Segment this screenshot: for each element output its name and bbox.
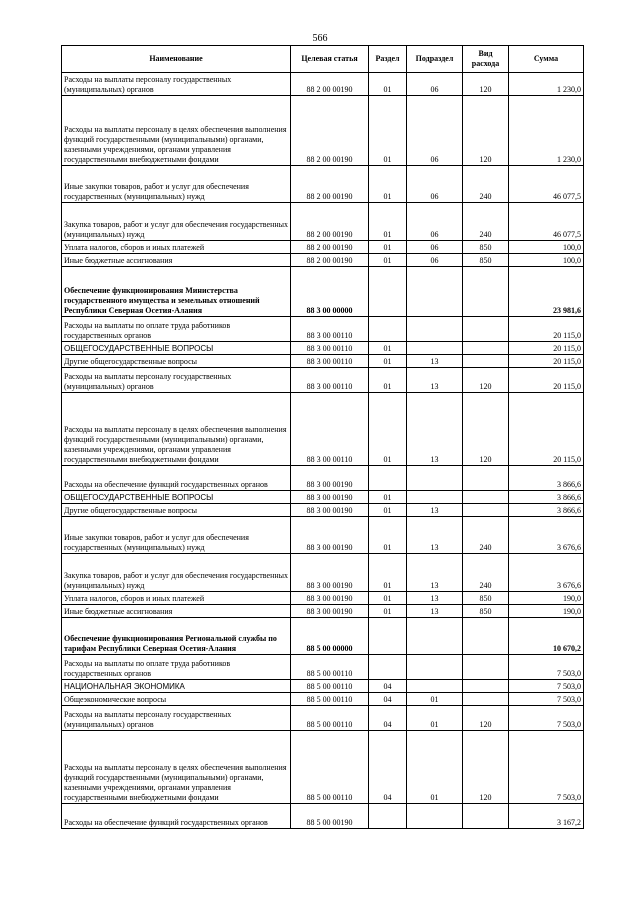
cell-section: 01 <box>369 605 407 618</box>
cell-expense-type: 850 <box>463 254 509 267</box>
cell-subsection: 13 <box>407 605 463 618</box>
cell-name: Расходы на выплаты по оплате труда работников государственных органов <box>62 317 291 342</box>
cell-expense-type: 240 <box>463 517 509 554</box>
table-body <box>62 73 584 829</box>
table-row <box>62 355 584 368</box>
cell-target-article: 88 3 00 00190 <box>291 605 369 618</box>
cell-subsection: 01 <box>407 731 463 804</box>
cell-section: 01 <box>369 517 407 554</box>
cell-expense-type: 850 <box>463 241 509 254</box>
cell-subsection: 13 <box>407 592 463 605</box>
cell-section <box>369 655 407 680</box>
table-row <box>62 706 584 731</box>
cell-section: 04 <box>369 693 407 706</box>
cell-expense-type <box>463 267 509 317</box>
cell-name: Расходы на выплаты персоналу в целях обеспечения выполнения функций государственными (муниципальными) органами, казенными учреждениями, органами управления государственными внебюджетными фондами <box>62 731 291 804</box>
cell-sum: 100,0 <box>509 241 584 254</box>
cell-expense-type: 120 <box>463 706 509 731</box>
cell-subsection <box>407 655 463 680</box>
cell-expense-type: 120 <box>463 96 509 166</box>
cell-section: 01 <box>369 592 407 605</box>
cell-name: Закупка товаров, работ и услуг для обеспечения государственных (муниципальных) нужд <box>62 203 291 241</box>
table-row <box>62 504 584 517</box>
cell-section: 01 <box>369 203 407 241</box>
cell-expense-type: 850 <box>463 605 509 618</box>
cell-subsection: 13 <box>407 517 463 554</box>
cell-target-article: 88 3 00 00190 <box>291 491 369 504</box>
cell-target-article: 88 5 00 00110 <box>291 706 369 731</box>
cell-sum: 7 503,0 <box>509 731 584 804</box>
cell-name: Расходы на выплаты персоналу в целях обеспечения выполнения функций государственными (муниципальными) органами, казенными учреждениями, органами управления государственными внебюджетными фондами <box>62 96 291 166</box>
table-row <box>62 655 584 680</box>
cell-subsection: 01 <box>407 693 463 706</box>
cell-subsection: 06 <box>407 166 463 203</box>
cell-name: Обеспечение функционирования Региональной службы по тарифам Республики Северная Осетия-Алания <box>62 618 291 655</box>
cell-sum: 1 230,0 <box>509 73 584 96</box>
cell-name: ОБЩЕГОСУДАРСТВЕННЫЕ ВОПРОСЫ <box>62 491 291 504</box>
cell-target-article: 88 2 00 00190 <box>291 96 369 166</box>
table-row <box>62 393 584 466</box>
cell-section: 04 <box>369 680 407 693</box>
cell-target-article: 88 3 00 00190 <box>291 466 369 491</box>
cell-name: Расходы на выплаты персоналу в целях обеспечения выполнения функций государственными (муниципальными) органами, казенными учреждениями, органами управления государственными внебюджетными фондами <box>62 393 291 466</box>
cell-section: 01 <box>369 393 407 466</box>
cell-section <box>369 618 407 655</box>
cell-name: НАЦИОНАЛЬНАЯ ЭКОНОМИКА <box>62 680 291 693</box>
cell-subsection: 01 <box>407 706 463 731</box>
cell-expense-type: 120 <box>463 368 509 393</box>
cell-expense-type: 120 <box>463 731 509 804</box>
cell-sum: 3 676,6 <box>509 517 584 554</box>
cell-section: 01 <box>369 241 407 254</box>
cell-expense-type <box>463 491 509 504</box>
cell-expense-type <box>463 693 509 706</box>
table-row <box>62 342 584 355</box>
cell-name: Иные бюджетные ассигнования <box>62 254 291 267</box>
cell-name: Другие общегосударственные вопросы <box>62 504 291 517</box>
cell-subsection <box>407 680 463 693</box>
table-row <box>62 592 584 605</box>
cell-target-article: 88 5 00 00110 <box>291 680 369 693</box>
cell-subsection: 13 <box>407 368 463 393</box>
cell-target-article: 88 3 00 00190 <box>291 504 369 517</box>
cell-name: Расходы на выплаты персоналу государственных (муниципальных) органов <box>62 368 291 393</box>
cell-name: Уплата налогов, сборов и иных платежей <box>62 592 291 605</box>
cell-target-article: 88 2 00 00190 <box>291 254 369 267</box>
cell-section <box>369 804 407 829</box>
cell-sum: 7 503,0 <box>509 706 584 731</box>
cell-target-article: 88 2 00 00190 <box>291 241 369 254</box>
table-row <box>62 804 584 829</box>
cell-target-article: 88 3 00 00190 <box>291 517 369 554</box>
cell-expense-type <box>463 504 509 517</box>
cell-expense-type: 850 <box>463 592 509 605</box>
cell-expense-type <box>463 618 509 655</box>
cell-subsection: 06 <box>407 241 463 254</box>
cell-name: Расходы на выплаты персоналу государственных (муниципальных) органов <box>62 706 291 731</box>
cell-name: Расходы на обеспечение функций государственных органов <box>62 466 291 491</box>
cell-section: 01 <box>369 355 407 368</box>
cell-section: 01 <box>369 166 407 203</box>
table-row <box>62 618 584 655</box>
cell-expense-type: 240 <box>463 554 509 592</box>
cell-target-article: 88 3 00 00190 <box>291 554 369 592</box>
cell-subsection: 13 <box>407 554 463 592</box>
cell-sum: 3 167,2 <box>509 804 584 829</box>
cell-expense-type: 120 <box>463 393 509 466</box>
cell-name: Уплата налогов, сборов и иных платежей <box>62 241 291 254</box>
cell-expense-type <box>463 466 509 491</box>
cell-sum: 1 230,0 <box>509 96 584 166</box>
cell-section: 01 <box>369 342 407 355</box>
cell-subsection <box>407 267 463 317</box>
cell-sum: 7 503,0 <box>509 693 584 706</box>
page-number: 566 <box>312 33 328 44</box>
cell-expense-type <box>463 317 509 342</box>
table-row <box>62 693 584 706</box>
column-header-name: Наименование <box>62 46 291 73</box>
cell-sum: 100,0 <box>509 254 584 267</box>
table-row <box>62 680 584 693</box>
cell-target-article: 88 3 00 00110 <box>291 355 369 368</box>
table-row <box>62 73 584 96</box>
cell-sum: 3 866,6 <box>509 466 584 491</box>
cell-subsection <box>407 342 463 355</box>
cell-subsection <box>407 317 463 342</box>
cell-section: 01 <box>369 554 407 592</box>
cell-name: Иные закупки товаров, работ и услуг для обеспечения государственных (муниципальных) нужд <box>62 517 291 554</box>
cell-sum: 46 077,5 <box>509 203 584 241</box>
cell-subsection: 13 <box>407 393 463 466</box>
table-row <box>62 241 584 254</box>
cell-expense-type: 120 <box>463 73 509 96</box>
cell-target-article: 88 5 00 00110 <box>291 731 369 804</box>
cell-target-article: 88 5 00 00190 <box>291 804 369 829</box>
cell-subsection: 06 <box>407 203 463 241</box>
cell-expense-type <box>463 342 509 355</box>
cell-subsection <box>407 466 463 491</box>
budget-table <box>61 45 584 829</box>
cell-subsection: 06 <box>407 254 463 267</box>
cell-section <box>369 317 407 342</box>
cell-subsection <box>407 491 463 504</box>
cell-sum: 7 503,0 <box>509 655 584 680</box>
table-row <box>62 254 584 267</box>
cell-target-article: 88 3 00 00000 <box>291 267 369 317</box>
table-header-row <box>62 46 584 73</box>
table-row <box>62 491 584 504</box>
table-row <box>62 368 584 393</box>
cell-sum: 3 676,6 <box>509 554 584 592</box>
cell-sum: 3 866,6 <box>509 491 584 504</box>
cell-target-article: 88 2 00 00190 <box>291 166 369 203</box>
cell-target-article: 88 2 00 00190 <box>291 203 369 241</box>
cell-name: ОБЩЕГОСУДАРСТВЕННЫЕ ВОПРОСЫ <box>62 342 291 355</box>
cell-name: Расходы на обеспечение функций государственных органов <box>62 804 291 829</box>
cell-sum: 3 866,6 <box>509 504 584 517</box>
table-row <box>62 731 584 804</box>
table-row <box>62 267 584 317</box>
cell-section: 01 <box>369 73 407 96</box>
cell-target-article: 88 5 00 00110 <box>291 693 369 706</box>
table-row <box>62 554 584 592</box>
table-row <box>62 203 584 241</box>
cell-sum: 46 077,5 <box>509 166 584 203</box>
cell-expense-type <box>463 355 509 368</box>
cell-sum: 20 115,0 <box>509 368 584 393</box>
table-row <box>62 166 584 203</box>
cell-name: Расходы на выплаты персоналу государственных (муниципальных) органов <box>62 73 291 96</box>
cell-name: Иные закупки товаров, работ и услуг для обеспечения государственных (муниципальных) нужд <box>62 166 291 203</box>
cell-name: Закупка товаров, работ и услуг для обеспечения государственных (муниципальных) нужд <box>62 554 291 592</box>
cell-section: 01 <box>369 96 407 166</box>
cell-target-article: 88 3 00 00110 <box>291 317 369 342</box>
cell-expense-type <box>463 680 509 693</box>
table-row <box>62 605 584 618</box>
cell-sum: 10 670,2 <box>509 618 584 655</box>
cell-section: 01 <box>369 254 407 267</box>
cell-target-article: 88 5 00 00110 <box>291 655 369 680</box>
cell-name: Расходы на выплаты по оплате труда работников государственных органов <box>62 655 291 680</box>
table-row <box>62 517 584 554</box>
column-header-section: Раздел <box>369 46 407 73</box>
column-header-sum: Сумма <box>509 46 584 73</box>
cell-subsection <box>407 804 463 829</box>
cell-name: Иные бюджетные ассигнования <box>62 605 291 618</box>
column-header-subsection: Подраздел <box>407 46 463 73</box>
cell-sum: 20 115,0 <box>509 393 584 466</box>
table-row <box>62 96 584 166</box>
cell-sum: 20 115,0 <box>509 342 584 355</box>
cell-target-article: 88 3 00 00110 <box>291 368 369 393</box>
cell-section <box>369 466 407 491</box>
cell-expense-type <box>463 804 509 829</box>
cell-sum: 20 115,0 <box>509 317 584 342</box>
cell-subsection: 06 <box>407 96 463 166</box>
cell-section: 01 <box>369 368 407 393</box>
cell-subsection <box>407 618 463 655</box>
cell-section: 01 <box>369 504 407 517</box>
cell-expense-type: 240 <box>463 203 509 241</box>
cell-subsection: 13 <box>407 355 463 368</box>
cell-subsection: 06 <box>407 73 463 96</box>
cell-target-article: 88 3 00 00190 <box>291 592 369 605</box>
cell-target-article: 88 3 00 00110 <box>291 342 369 355</box>
cell-section: 04 <box>369 731 407 804</box>
cell-section: 01 <box>369 491 407 504</box>
cell-expense-type <box>463 655 509 680</box>
cell-section <box>369 267 407 317</box>
cell-section: 04 <box>369 706 407 731</box>
column-header-target-article: Целевая статья <box>291 46 369 73</box>
cell-sum: 190,0 <box>509 605 584 618</box>
cell-target-article: 88 3 00 00110 <box>291 393 369 466</box>
table-row <box>62 317 584 342</box>
cell-name: Обеспечение функционирования Министерства государственного имущества и земельных отношений Республики Северная Осетия-Алания <box>62 267 291 317</box>
cell-subsection: 13 <box>407 504 463 517</box>
table-row <box>62 466 584 491</box>
cell-target-article: 88 5 00 00000 <box>291 618 369 655</box>
cell-sum: 23 981,6 <box>509 267 584 317</box>
cell-name: Другие общегосударственные вопросы <box>62 355 291 368</box>
cell-target-article: 88 2 00 00190 <box>291 73 369 96</box>
cell-sum: 7 503,0 <box>509 680 584 693</box>
cell-sum: 190,0 <box>509 592 584 605</box>
cell-expense-type: 240 <box>463 166 509 203</box>
cell-name: Общеэкономические вопросы <box>62 693 291 706</box>
column-header-expense-type: Вид расхода <box>463 46 509 73</box>
cell-sum: 20 115,0 <box>509 355 584 368</box>
